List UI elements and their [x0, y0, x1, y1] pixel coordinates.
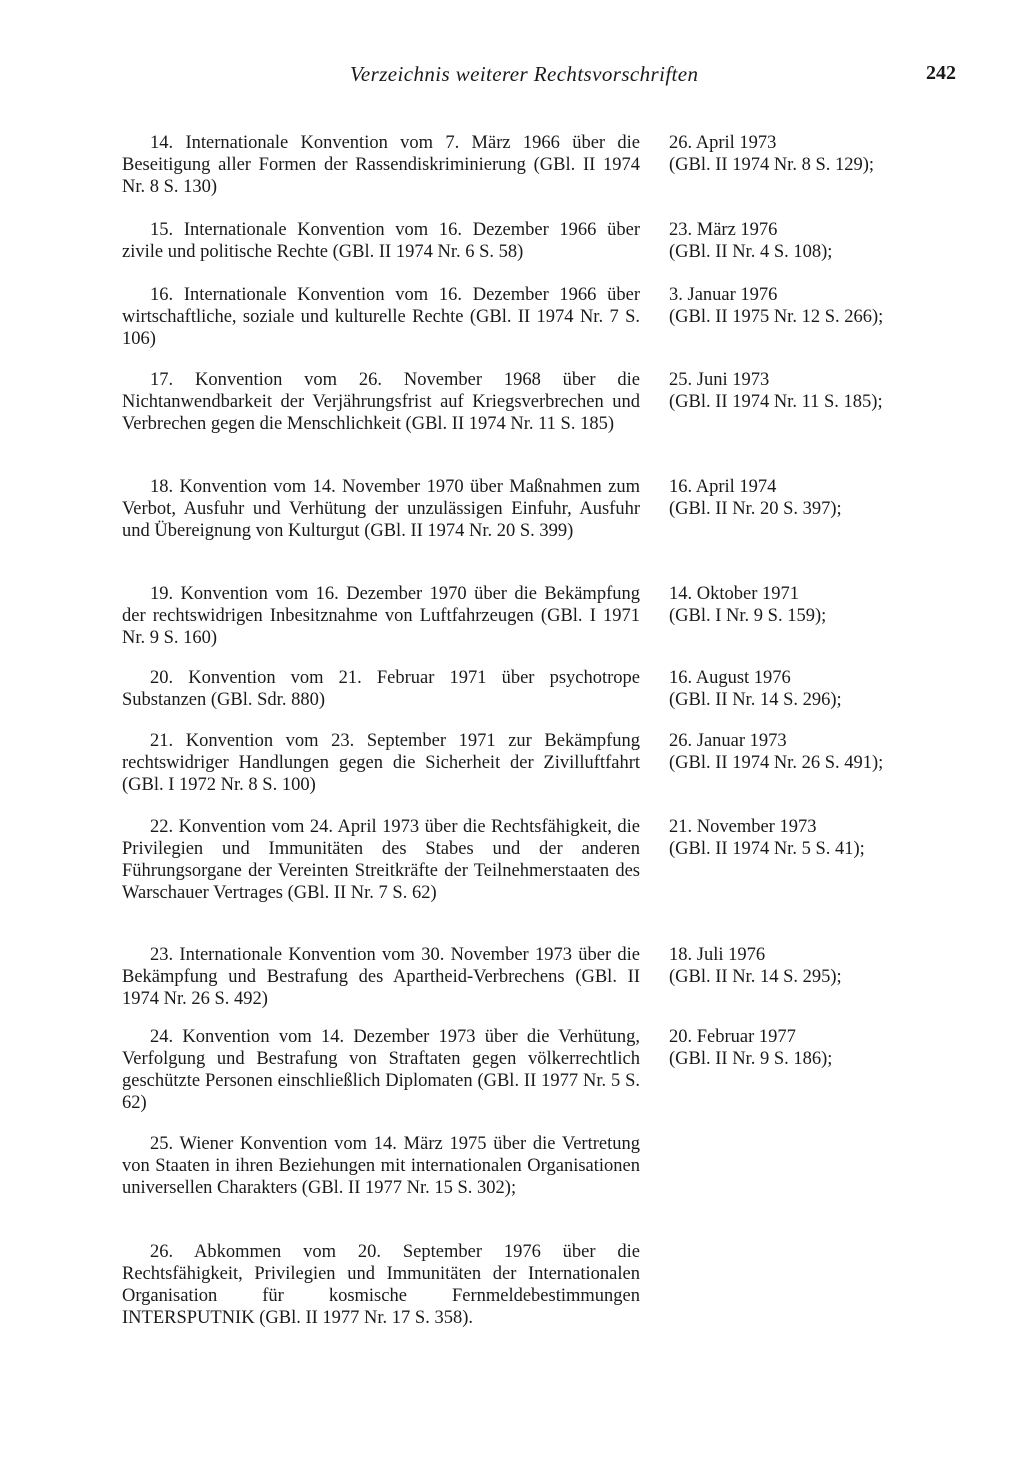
entry-reference	[669, 284, 929, 328]
entry-text: 19. Konvention vom 16. Dezember 1970 über die Bekämpfung der rechtswidrigen Inbesitznahme von Luftfahrzeugen (GBl. I 1971 Nr. 9 S. 160)	[122, 584, 640, 648]
entry-date: 18. Juli 1976	[669, 945, 766, 965]
entry-date: 3. Januar 1976	[669, 285, 778, 305]
entry-text: 15. Internationale Konvention vom 16. Dezember 1966 über zivile und politische Rechte (GBl. II 1974 Nr. 6 S. 58)	[122, 220, 640, 262]
entry-text: 20. Konvention vom 21. Februar 1971 über psychotrope Substanzen (GBl. Sdr. 880)	[122, 668, 640, 710]
entry-text: 17. Konvention vom 26. November 1968 über die Nichtanwendbarkeit der Verjährungsfrist auf Kriegsverbrechen und Verbrechen gegen die Menschlichkeit (GBl. II 1974 Nr. 11 S. 185)	[122, 370, 640, 434]
running-title: Verzeichnis weiterer Rechtsvorschriften	[350, 62, 699, 86]
entry-reference	[669, 132, 929, 176]
entry-reference	[669, 369, 929, 413]
entry-text: 21. Konvention vom 23. September 1971 zur Bekämpfung rechtswidriger Handlungen gegen die Sicherheit der Zivilluftfahrt (GBl. I 1972 Nr. 8 S. 100)	[122, 731, 640, 795]
entry-gazette-ref: (GBl. II Nr. 14 S. 296);	[669, 690, 842, 710]
entry-gazette-ref: (GBl. II Nr. 4 S. 108);	[669, 242, 833, 262]
entry-text: 22. Konvention vom 24. April 1973 über die Rechtsfähigkeit, die Privilegien und Immunitäten des Stabes und der anderen Führungsorgane der Vereinten Streitkräfte der Teilnehmerstaaten des Warschauer Vertrages (GBl. II Nr. 7 S. 62)	[122, 817, 640, 903]
entry-gazette-ref: (GBl. II Nr. 14 S. 295);	[669, 967, 842, 987]
entry-gazette-ref: (GBl. II 1974 Nr. 11 S. 185);	[669, 392, 883, 412]
entry-text: 23. Internationale Konvention vom 30. November 1973 über die Bekämpfung und Bestrafung des Apartheid-Verbrechens (GBl. II 1974 Nr. 26 S. 492)	[122, 945, 640, 1009]
entry-text: 16. Internationale Konvention vom 16. Dezember 1966 über wirtschaftliche, soziale und kulturelle Rechte (GBl. II 1974 Nr. 7 S. 106)	[122, 285, 640, 349]
entry-date: 26. April 1973	[669, 133, 777, 153]
entry-date: 16. August 1976	[669, 668, 791, 688]
entry-text: 18. Konvention vom 14. November 1970 über Maßnahmen zum Verbot, Ausfuhr und Verhütung der unzulässigen Einfuhr, Ausfuhr und Übereignung von Kulturgut (GBl. II 1974 Nr. 20 S. 399)	[122, 477, 640, 541]
entry-gazette-ref: (GBl. II 1974 Nr. 5 S. 41);	[669, 839, 865, 859]
entry-date: 21. November 1973	[669, 817, 817, 837]
entry-text: 25. Wiener Konvention vom 14. März 1975 über die Vertretung von Staaten in ihren Beziehungen mit internationalen Organisationen universellen Charakters (GBl. II 1977 Nr. 15 S. 302);	[122, 1134, 640, 1198]
page-number: 242	[926, 62, 956, 84]
entry-gazette-ref: (GBl. II Nr. 20 S. 397);	[669, 499, 842, 519]
entry-gazette-ref: (GBl. II 1974 Nr. 26 S. 491);	[669, 753, 884, 773]
entry-date: 20. Februar 1977	[669, 1027, 796, 1047]
entry-gazette-ref: (GBl. II Nr. 9 S. 186);	[669, 1049, 833, 1069]
entry-text: 26. Abkommen vom 20. September 1976 über die Rechtsfähigkeit, Privilegien und Immunitäten der Internationalen Organisation für kosmische Fernmeldebestimmungen INTERSPUTNIK (GBl. II 1977 Nr. 17 S. 358).	[122, 1242, 640, 1328]
entry-reference	[669, 583, 929, 627]
entry-reference	[669, 1026, 929, 1070]
entry-reference	[669, 730, 929, 774]
entry-gazette-ref: (GBl. II 1974 Nr. 8 S. 129);	[669, 155, 875, 175]
entry-date: 16. April 1974	[669, 477, 777, 497]
entry-text: 24. Konvention vom 14. Dezember 1973 über die Verhütung, Verfolgung und Bestrafung von Straftaten gegen völkerrechtlich geschützte Personen einschließlich Diplomaten (GBl. II 1977 Nr. 5 S. 62)	[122, 1027, 640, 1113]
entry-gazette-ref: (GBl. II 1975 Nr. 12 S. 266);	[669, 307, 884, 327]
entry-reference	[669, 476, 929, 520]
entry-date: 25. Juni 1973	[669, 370, 770, 390]
entry-reference	[669, 219, 929, 263]
entry-gazette-ref: (GBl. I Nr. 9 S. 159);	[669, 606, 827, 626]
entry-reference	[669, 816, 929, 860]
entry-reference	[669, 667, 929, 711]
entry-date: 26. Januar 1973	[669, 731, 787, 751]
entry-date: 23. März 1976	[669, 220, 778, 240]
entry-reference	[669, 944, 929, 988]
entry-date: 14. Oktober 1971	[669, 584, 799, 604]
entry-text: 14. Internationale Konvention vom 7. März 1966 über die Beseitigung aller Formen der Rassendiskriminierung (GBl. II 1974 Nr. 8 S. 130)	[122, 133, 640, 197]
